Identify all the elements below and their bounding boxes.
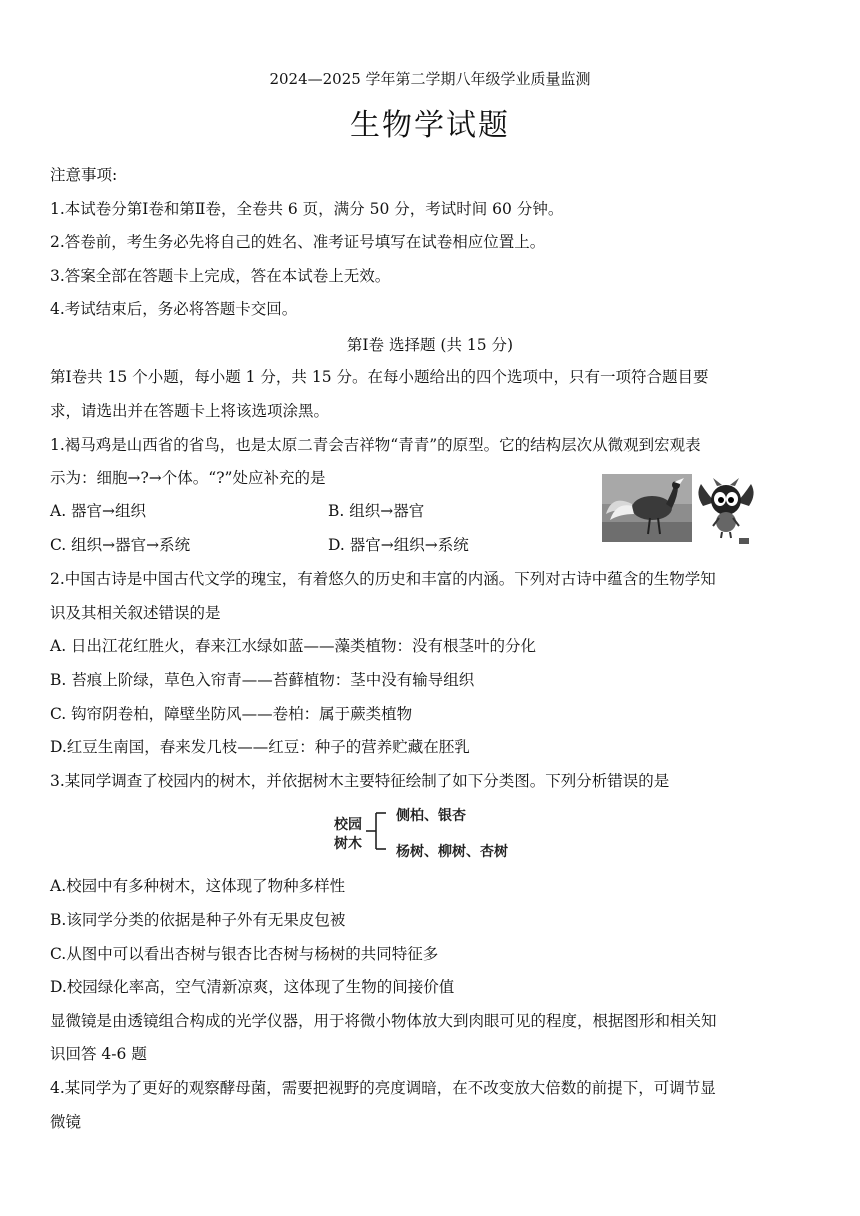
q1-option-a: A. 器官→组织 [50, 502, 147, 520]
microscope-intro-2: 识回答 4-6 题 [50, 1045, 147, 1063]
q2-option-a: A. 日出江花红胜火，春来江水绿如蓝——藻类植物：没有根茎叶的分化 [50, 637, 537, 655]
q1-option-c: C. 组织→器官→系统 [50, 536, 191, 554]
diagram-branch-bottom: 杨树、柳树、杏树 [396, 844, 508, 860]
note-item-2: 2.答卷前，考生务必先将自己的姓名、准考证号填写在试卷相应位置上。 [50, 233, 546, 251]
q3-option-a: A.校园中有多种树木，这体现了物种多样性 [50, 877, 346, 895]
note-item-3: 3.答案全部在答题卡上完成，答在本试卷上无效。 [50, 267, 391, 285]
q1-option-d: D. 器官→组织→系统 [328, 536, 469, 554]
page-title: 生物学试题 [350, 108, 510, 143]
q2-stem-1: 2.中国古诗是中国古代文学的瑰宝，有着悠久的历史和丰富的内涵。下列对古诗中蕴含的生物学知 [50, 570, 716, 588]
q3-stem: 3.某同学调查了校园内的树木，并依据树木主要特征绘制了如下分类图。下列分析错误的是 [50, 772, 670, 790]
diagram-root-line2: 树木 [334, 836, 362, 852]
note-item-1: 1.本试卷分第Ⅰ卷和第Ⅱ卷，全卷共 6 页，满分 50 分，考试时间 60 分钟。 [50, 200, 564, 218]
q1-stem-2: 示为：细胞→?→个体。“?”处应补充的是 [50, 469, 326, 487]
q2-option-d: D.红豆生南国，春来发几枝——红豆：种子的营养贮藏在胚乳 [50, 738, 470, 756]
q1-stem-1: 1.褐马鸡是山西省的省鸟，也是太原二青会吉祥物“青青”的原型。它的结构层次从微观到宏观表 [50, 436, 701, 454]
q4-stem-1: 4.某同学为了更好的观察酵母菌，需要把视野的亮度调暗，在不改变放大倍数的前提下，可调节显 [50, 1079, 716, 1097]
pheasant-photo [602, 474, 692, 542]
classification-diagram [330, 800, 530, 866]
section-instructions-1: 第Ⅰ卷共 15 个小题，每小题 1 分，共 15 分。在每小题给出的四个选项中，只有一项符合题目要 [50, 368, 709, 386]
diagram-root-line1: 校园 [334, 817, 362, 833]
q2-stem-2: 识及其相关叙述错误的是 [50, 604, 221, 622]
q4-stem-2: 微镜 [50, 1113, 82, 1131]
notes-heading: 注意事项: [50, 166, 118, 184]
microscope-intro-1: 显微镜是由透镜组合构成的光学仪器，用于将微小物体放大到肉眼可见的程度，根据图形和相关知 [50, 1012, 717, 1030]
q1-option-b: B. 组织→器官 [328, 502, 425, 520]
diagram-branch-top: 侧柏、银杏 [396, 808, 466, 824]
section-instructions-2: 求，请选出并在答题卡上将该选项涂黑。 [50, 402, 330, 420]
q3-option-c: C.从图中可以看出杏树与银杏比杏树与杨树的共同特征多 [50, 945, 439, 963]
note-item-4: 4.考试结束后，务必将答题卡交回。 [50, 300, 298, 318]
q3-option-d: D.校园绿化率高，空气清新凉爽，这体现了生物的间接价值 [50, 978, 455, 996]
exam-header: 2024—2025 学年第二学期八年级学业质量监测 [269, 70, 591, 88]
section-title: 第Ⅰ卷 选择题 (共 15 分) [346, 336, 514, 354]
q2-option-c: C. 钩帘阴卷柏，障壁坐防风——卷柏：属于蕨类植物 [50, 705, 413, 723]
q3-option-b: B.该同学分类的依据是种子外有无果皮包被 [50, 911, 346, 929]
q2-option-b: B. 苔痕上阶绿，草色入帘青——苔藓植物：茎中没有输导组织 [50, 671, 475, 689]
mascot-image [695, 476, 757, 548]
